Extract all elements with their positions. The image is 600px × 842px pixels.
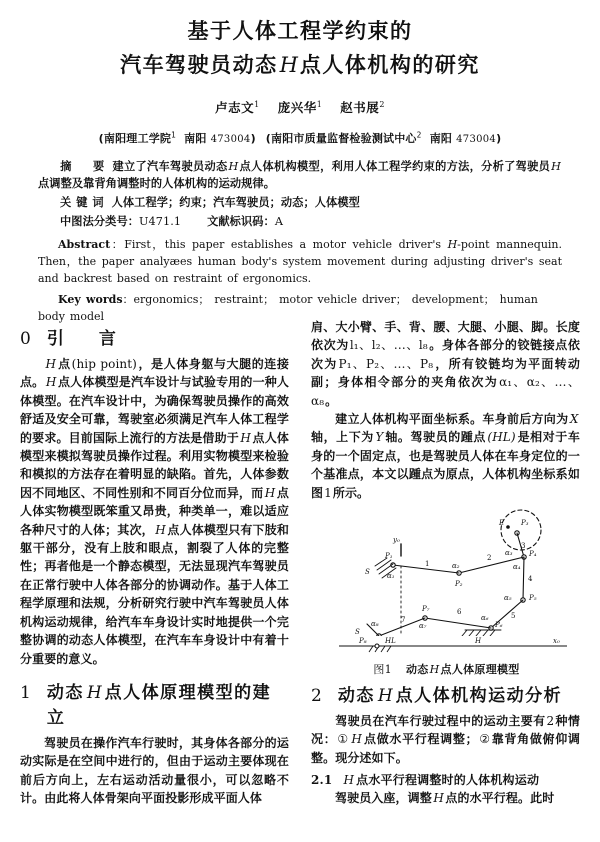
- keywords-en-label: Key words: [58, 293, 123, 306]
- p2s-math-1: H: [351, 732, 362, 747]
- p3-fig-num: 1: [324, 485, 332, 500]
- label-link-5: 5: [510, 612, 515, 621]
- author-2: [278, 100, 323, 115]
- abstract-cn-part3: 点调整及靠背角调整时的人体机构的运动规律。: [38, 177, 276, 190]
- section-2-1-title-math: H: [343, 773, 355, 788]
- section-1-title-math: H: [86, 682, 102, 703]
- p2s-item-2-marker: ②: [478, 732, 491, 747]
- p0-hip-point: (hip point): [71, 357, 137, 371]
- clc-value: U471.1: [139, 215, 182, 228]
- p2s-count: 2: [546, 714, 555, 729]
- abstract-cn-math-1: H: [228, 160, 239, 173]
- p2-link-lengths: l₁、l₂、…、l₈: [349, 338, 428, 353]
- p1-text: 驾驶员在操作汽车行驶时，其身体各部分的运动实际是在空间中进行的，但由于运动主要体现在前后方向上，左右运动活动量很小，可以忽略不计。由此将人体骨架向平面投影形成平面人体: [20, 735, 289, 806]
- affiliation-2-sup: 2: [416, 130, 422, 140]
- label-x-axis: x₀: [552, 637, 560, 646]
- p2-a: 肩、大小臂、手、背、腰、大腿、小腿、脚。长度依次为: [311, 320, 580, 353]
- p21-a: 驾驶员入座，调整: [335, 791, 432, 806]
- heel-point-hatch: [369, 646, 395, 652]
- abstract-cn-label: 摘 要: [60, 160, 110, 173]
- section-2-heading: [311, 681, 580, 706]
- section-1-title: [47, 678, 289, 728]
- clc-line: [38, 213, 562, 230]
- abstract-en-math-h: H: [447, 238, 458, 251]
- affiliation-list: [0, 130, 600, 146]
- p21-math: H: [433, 791, 444, 806]
- affiliation-1-zip: 473004: [210, 134, 251, 145]
- p0-math-3: H: [240, 430, 251, 445]
- affiliation-2-close: ): [496, 132, 502, 145]
- abstract-cn: [38, 158, 562, 192]
- p0-math-4: H: [264, 485, 276, 500]
- p2s-item-2-text: 靠背角做俯仰调整。现分述如下。: [311, 732, 581, 765]
- label-p1: P₁: [384, 552, 393, 561]
- section-1-title-a: 动态: [46, 682, 84, 703]
- label-p7: P₇: [421, 605, 430, 614]
- affiliation-2-city: 南阳: [429, 132, 453, 145]
- section-1-paragraph-cont: [311, 318, 580, 410]
- page-title-line-2: [40, 48, 560, 82]
- label-p3: P₃: [520, 519, 529, 528]
- section-2-title-b: 点人体机构运动分析: [395, 686, 563, 707]
- label-p8: P₈: [358, 637, 367, 646]
- keywords-cn-label: 关键词: [60, 196, 109, 209]
- affiliation-1-open: (: [98, 132, 104, 145]
- p0-e: 点人体实物模型既笨重又昂贵，种类单一，难以适应各种尺寸的人体；其次，: [20, 485, 289, 537]
- abstract-en: [38, 236, 562, 287]
- abstract-en-text-b: -point mannequin. Then，the paper analyæes human body's system movement during adjusting driver's seat and backrest based on restraint of ergonomics.: [38, 238, 562, 285]
- p3-y-axis: Y: [375, 430, 384, 445]
- author-1-sup: 1: [254, 99, 260, 109]
- section-0-heading: [20, 324, 289, 349]
- p3-c: 轴。驾驶员的踵点: [384, 430, 486, 445]
- keywords-cn-value: 人体工程学；约束；汽车驾驶员；动态；人体模型: [111, 196, 360, 209]
- eye-point-dot: [506, 525, 510, 529]
- label-p6: P₆: [494, 621, 503, 630]
- section-0-number: 0: [20, 329, 31, 349]
- abstract-en-sep: ：: [110, 238, 125, 251]
- p3-a: 建立人体机构平面坐标系。车身前后方向为: [335, 412, 569, 427]
- p0-f: 点人体模型只有下肢和躯干部分，没有上肢和眼点，割裂了人体的完整性；再者他是一个静态模型，无法显现汽车驾驶员在正常行驶中人体各部分的协调动作。基于人体工程学原理和法规，分析研究行驶中汽车驾驶员人体机构运动规律，给汽车车身设计实时地提供一个完整协调的动态人体模型，在汽车车身设计中有着十分重要的意义。: [20, 522, 289, 666]
- label-hl: HL: [384, 637, 396, 646]
- p2-c: ，所有铰链均为平面转动副；身体相令部分的夹角依次为: [311, 356, 581, 390]
- label-p2: P₂: [454, 580, 463, 589]
- p0-math-1: H: [45, 357, 57, 371]
- label-alpha-4: α₄: [512, 563, 521, 572]
- author-list: [0, 98, 600, 116]
- label-h: H: [474, 637, 481, 646]
- section-1-heading: [20, 678, 289, 728]
- section-2-title: [338, 681, 562, 706]
- section-2-number: 2: [311, 686, 322, 707]
- figure-1-caption-math: H: [429, 663, 440, 677]
- section-2-paragraph: [311, 712, 580, 767]
- doc-code-value: A: [274, 215, 283, 228]
- p2s-b: 种情况：: [311, 714, 581, 747]
- p3-hl: (HL): [487, 430, 516, 445]
- label-link-1: 1: [424, 560, 429, 569]
- right-column: [311, 318, 580, 808]
- label-s-left: S: [364, 568, 370, 577]
- figure-1-caption-num: 图1: [373, 663, 392, 677]
- figure-1-caption-a: 动态: [405, 663, 429, 677]
- title-segment-a: 汽车驾驶员动态: [120, 53, 278, 77]
- title-math-h: H: [279, 53, 298, 77]
- author-1: [215, 100, 260, 115]
- doc-code-label: 文献标识码：: [207, 215, 275, 228]
- author-3: [340, 100, 385, 115]
- author-2-name: 庞兴华: [277, 100, 317, 115]
- affiliation-2: [266, 132, 502, 145]
- p0-math-5: H: [155, 522, 166, 537]
- affiliation-2-open: (: [265, 132, 272, 145]
- p2s-a: 驾驶员在汽车行驶过程中的运动主要有: [335, 714, 546, 729]
- p2-joint-points: P₁、P₂、…、P₈: [338, 356, 434, 371]
- p3-e: 所示。: [332, 485, 370, 500]
- section-2-1-paragraph: [311, 789, 580, 807]
- p2s-item-1-text: 点做水平行程调整；: [363, 732, 478, 747]
- author-3-sup: 2: [379, 99, 385, 109]
- p21-b: 点的水平行程。此时: [445, 791, 555, 806]
- label-alpha-5: α₅: [503, 594, 512, 603]
- section-2-title-math: H: [377, 686, 393, 707]
- author-3-name: 赵书展: [340, 100, 380, 115]
- label-p4: P₄: [528, 550, 537, 559]
- clc-label: 中图法分类号：: [60, 215, 140, 228]
- p0-d: 点人体模型来模拟驾驶员操作过程。利用实物模型来检验和模拟的方法存在着明显的缺陷。首先，人体参数因不同地区、不同性别和不同百分位而异，而: [20, 430, 289, 500]
- abstract-block: [38, 158, 562, 325]
- section-2-1-title-text: 点水平行程调整时的人体机构运动: [356, 773, 540, 788]
- figure-1-baseline: [315, 634, 577, 660]
- abstract-cn-math-2: H: [551, 160, 561, 173]
- affiliation-1-close: ): [250, 132, 256, 145]
- label-s-left-2: S: [354, 628, 360, 637]
- heel-point-dot: [375, 644, 379, 648]
- p3-b: 轴，上下为: [311, 430, 374, 445]
- title-segment-b: 点人体机构的研究: [299, 53, 480, 77]
- figure-1-caption-b: 点人体原理模型: [440, 663, 520, 677]
- body-columns: [0, 318, 600, 808]
- p3-x-axis: X: [569, 412, 579, 427]
- p2-angles: α₁、α₂、…、α₈: [311, 375, 580, 408]
- keywords-cn: [38, 194, 562, 211]
- section-2-1-heading: [311, 771, 580, 788]
- author-2-sup: 1: [316, 99, 323, 109]
- left-column: [20, 318, 289, 808]
- section-1-paragraph: [20, 734, 289, 808]
- affiliation-1-name: 南阳理工学院: [103, 132, 172, 145]
- label-alpha-6: α₆: [480, 614, 489, 623]
- section-0-title: 引 言: [46, 329, 125, 349]
- label-link-4: 4: [527, 575, 532, 584]
- label-link-7: 7: [400, 616, 405, 625]
- affiliation-2-zip: 473004: [456, 134, 497, 145]
- label-link-2: 2: [486, 554, 491, 563]
- label-eye-point: E: [498, 519, 504, 528]
- abstract-en-text-a: First，this paper establishes a motor vehicle driver's: [124, 238, 448, 251]
- section-1-paragraph-3: [311, 410, 580, 502]
- section-1-number: 1: [20, 682, 31, 703]
- keywords-en-value: ergonomics； restraint； motor vehicle driver； development； human body model: [38, 293, 538, 323]
- affiliation-1-sup: 1: [171, 130, 177, 140]
- figure-1: [311, 508, 580, 677]
- abstract-en-label: Abstract: [58, 238, 111, 251]
- keywords-en-sep: ：: [122, 293, 134, 306]
- title-block: [0, 0, 600, 82]
- affiliation-1: [99, 132, 256, 145]
- abstract-cn-part1: 建立了汽车驾驶员动态: [112, 160, 228, 173]
- label-y-axis: y₀: [392, 536, 400, 545]
- section-1-title-b: 点人体原理模型的建立: [46, 682, 272, 728]
- p2-b: 。身体各部分的铰链接点依次为: [311, 338, 581, 371]
- label-link-3: 3: [520, 542, 525, 551]
- label-p5: P₅: [528, 594, 537, 603]
- label-alpha-8: α₈: [370, 620, 379, 629]
- affiliation-1-city: 南阳: [184, 132, 207, 145]
- section-2-1-number: 2.1: [311, 773, 333, 788]
- figure-1-diagram: [315, 508, 577, 636]
- link-4: [523, 557, 524, 600]
- p0-c: 点人体模型是汽车设计与试验专用的一种人体模型。在汽车设计中，为确保驾驶员操作的高效舒适及安全可靠，驾驶室必须满足汽车人体工程学的要求。目前国际上流行的方法是借助于: [20, 375, 289, 445]
- p0-b: ，是人体身躯与大腿的连接点。: [20, 357, 289, 390]
- p2s-item-1-marker: ①: [337, 732, 349, 747]
- section-2-title-a: 动态: [337, 686, 375, 707]
- section-0-paragraph: [20, 355, 289, 668]
- page-title-line-1: 基于人体工程学约束的: [187, 19, 413, 43]
- p0-math-2: H: [45, 375, 57, 390]
- label-alpha-7: α₇: [418, 622, 427, 631]
- label-alpha-1: α₁: [386, 572, 395, 581]
- affiliation-2-name: 南阳市质量监督检验测试中心: [271, 132, 417, 145]
- label-link-6: 6: [456, 608, 461, 617]
- p2-d: 。: [325, 393, 338, 408]
- p0-a: 点: [57, 357, 71, 371]
- figure-1-caption: [311, 661, 580, 677]
- p3-d: 是相对于车身的一个固定点，也是驾驶员人体在车身定位的一个基准点，本文以踵点为原点，人体机构坐标系如图: [311, 430, 580, 500]
- label-alpha-2: α₂: [451, 562, 460, 571]
- label-alpha-3: α₃: [504, 549, 513, 558]
- author-1-name: 卢志文: [215, 100, 255, 115]
- abstract-cn-part2: 点人体机构模型，利用人体工程学约束的方法，分析了驾驶员: [239, 160, 551, 173]
